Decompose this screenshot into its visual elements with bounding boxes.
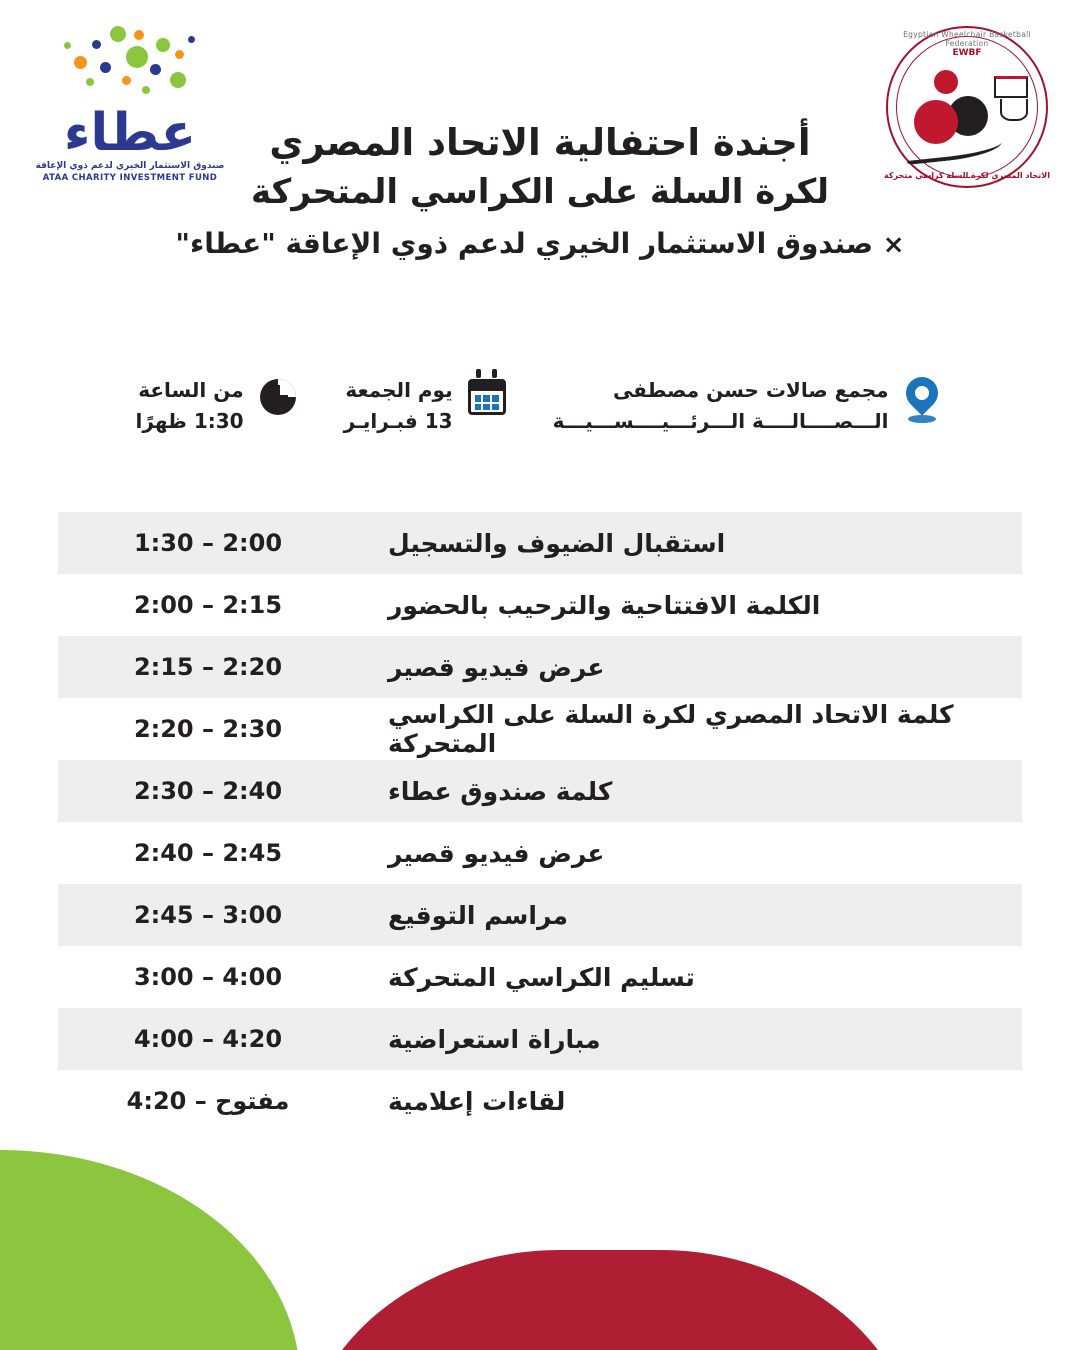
table-row [58,884,1022,946]
table-row [58,760,1022,822]
basketball-hoop-icon [994,76,1028,98]
meta-date-text [344,375,453,437]
green-corner-shape [0,1150,300,1350]
meta-time-line2: 1:30 ظهرًا [135,409,244,433]
ewbf-acronym: EWBF [952,48,982,58]
agenda-time: 2:30 – 2:40 [133,777,283,805]
location-pin-icon [900,375,944,427]
table-row [58,1070,1022,1132]
meta-date-line2: 13 فبـرايـر [343,409,453,433]
clock-icon [256,375,300,427]
agenda-time: 4:20 – مفتوح [126,1087,290,1115]
agenda-activity: عرض فيديو قصير [388,838,605,868]
ataa-arabic-subtitle: صندوق الاستثمار الخيري لدعم ذوي الإعاقة [35,160,225,171]
table-row [58,1008,1022,1070]
meta-date [344,375,509,437]
ataa-word-mark: عطاء [63,103,197,163]
table-row [58,574,1022,636]
red-corner-shape [300,1250,920,1350]
title-line-2: لكرة السلة على الكراسي المتحركة [250,171,830,212]
agenda-activity: تسليم الكراسي المتحركة [388,962,695,992]
agenda-activity: كلمة الاتحاد المصري لكرة السلة على الكراسي المتحركة [388,700,954,758]
ewbf-top-text: Egyptian Wheelchair Basketball Federation [903,30,1031,48]
meta-time-line1: من الساعة [138,378,244,402]
meta-time-text [136,375,244,437]
agenda-time: 3:00 – 4:00 [133,963,283,991]
table-row [58,512,1022,574]
meta-location-text [553,375,889,437]
agenda-activity: لقاءات إعلامية [388,1086,566,1116]
ataa-english-subtitle: ATAA CHARITY INVESTMENT FUND [42,172,218,183]
agenda-time: 2:20 – 2:30 [133,715,283,743]
title-line-1: أجندة احتفالية الاتحاد المصري [269,121,811,164]
ewbf-arabic-text: الاتحاد المصري لكرة السلة كراسي متحركة [884,171,1050,180]
table-row [58,636,1022,698]
basketball-small-icon [934,70,958,94]
table-row [58,946,1022,1008]
event-meta-row [0,375,1080,437]
title-separator: × [882,230,905,261]
agenda-time: 2:40 – 2:45 [133,839,283,867]
table-row [58,698,1022,760]
title-line-3 [110,223,970,265]
agenda-activity: الكلمة الافتتاحية والترحيب بالحضور [388,590,821,620]
agenda-activity: مراسم التوقيع [388,900,568,930]
meta-location-line1: مجمع صالات حسن مصطفى [612,378,889,402]
calendar-icon [465,375,509,427]
ataa-dots-graphic [30,24,230,116]
meta-time [136,375,300,437]
agenda-activity: كلمة صندوق عطاء [388,776,613,806]
agenda-activity: مباراة استعراضية [388,1024,601,1054]
meta-location [553,375,945,437]
agenda-time: 2:15 – 2:20 [133,653,283,681]
agenda-activity: عرض فيديو قصير [388,652,605,682]
poster-title [110,118,970,265]
agenda-time: 4:00 – 4:20 [133,1025,283,1053]
meta-date-line1: يوم الجمعة [345,378,453,402]
agenda-activity: استقبال الضيوف والتسجيل [388,528,726,558]
title-line-3-text: صندوق الاستثمار الخيري لدعم ذوي الإعاقة "عطاء" [175,227,874,261]
agenda-table [58,512,1022,1132]
agenda-time: 1:30 – 2:00 [133,529,283,557]
meta-location-line2: الـــصــــالــــة الـــرئـــيــــســـيـــة [552,409,889,433]
agenda-time: 2:00 – 2:15 [133,591,283,619]
table-row [58,822,1022,884]
agenda-time: 2:45 – 3:00 [133,901,283,929]
